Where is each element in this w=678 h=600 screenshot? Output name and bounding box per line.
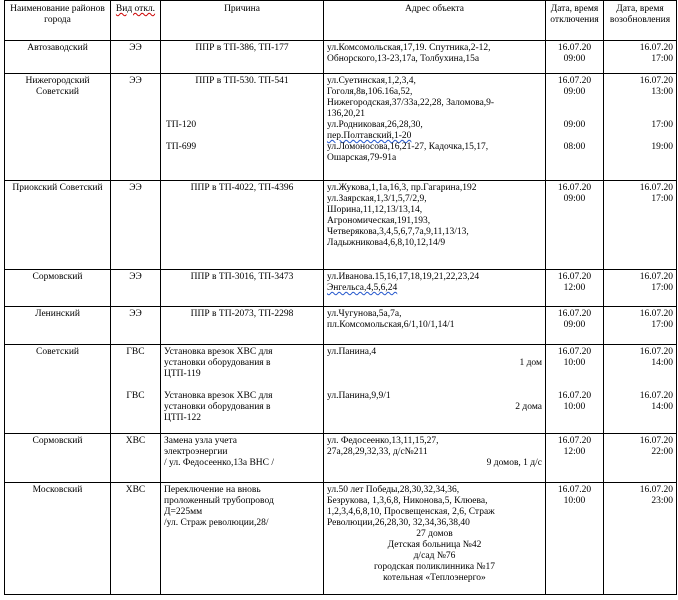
table-row	[5, 270, 677, 307]
type-cell: ЭЭ	[111, 307, 161, 345]
off-cell: 16.07.20 10:00 16.07.20 10:00	[546, 345, 604, 434]
on-cell: 16.07.20 17:00	[604, 307, 677, 345]
header-type: Вид откл.	[111, 1, 161, 41]
header-reason: Причина	[161, 1, 324, 41]
on-cell: 16.07.20 17:00	[604, 41, 677, 74]
reason-cell: Установка врезок ХВС для установки оборудования в ЦТП-119 Установка врезок ХВС для установки оборудования в ЦТП-122	[161, 345, 324, 434]
type-cell: ХВС	[111, 434, 161, 483]
table-row	[5, 483, 677, 595]
reason-cell: ППР в ТП-3016, ТП-3473	[161, 270, 324, 307]
reason-cell: ППР в ТП-386, ТП-177	[161, 41, 324, 74]
off-cell: 16.07.20 10:00	[546, 483, 604, 595]
off-cell: 16.07.20 09:00 09:00 08:00	[546, 74, 604, 181]
address-cell: ул.Комсомольская,17,19. Спутника,2-12, Обнорского,13-23,17а, Толбухина,15а	[324, 41, 546, 74]
district-cell: Автозаводский	[5, 41, 111, 74]
on-cell: 16.07.20 17:00	[604, 181, 677, 270]
off-cell: 16.07.20 09:00	[546, 307, 604, 345]
off-cell: 16.07.20 12:00	[546, 434, 604, 483]
on-cell: 16.07.20 22:00	[604, 434, 677, 483]
address-cell: ул.Суетинская,1,2,3,4, Гоголя,8в,106.16а,52, Нижегородская,37/33а,22,28, Заломова,9- 136,20,21 ул.Родниковая,26,28,30, пер.Полтавский,1-20 ул.Ломоносова,16,21-27, Кадочка,15,17, Ошарская,79-91а	[324, 74, 546, 181]
district-cell: Сормовский	[5, 270, 111, 307]
on-cell: 16.07.20 13:00 17:00 19:00	[604, 74, 677, 181]
table-row	[5, 345, 677, 434]
type-cell: ГВС ГВС	[111, 345, 161, 434]
address-cell: ул.Иванова.15,16,17,18,19,21,22,23,24 Энгельса,4,5,6,24	[324, 270, 546, 307]
address-cell: ул.Чугунова,5а,7а, пл.Комсомольская,6/1,10/1,14/1	[324, 307, 546, 345]
reason-cell: Замена узла учета электроэнергии / ул. Федосеенко,13а ВНС /	[161, 434, 324, 483]
type-cell: ЭЭ	[111, 74, 161, 181]
header-address: Адрес объекта	[324, 1, 546, 41]
district-cell: Ленинский	[5, 307, 111, 345]
type-cell: ЭЭ	[111, 181, 161, 270]
type-cell: ЭЭ	[111, 270, 161, 307]
table-row	[5, 181, 677, 270]
on-cell: 16.07.20 17:00	[604, 270, 677, 307]
district-cell: Московский	[5, 483, 111, 595]
address-cell: ул.Жукова,1,1а,16,3, пр.Гагарина,192 ул.Заярская,1,3/1,5,7/2,9, Шорина,11,12,13/13,14, Агрономическая,191,193, Четверякова,3,4,5,6,7,7а,9,11,13/13, Ладыжникова4,6,8,10,12,14/9	[324, 181, 546, 270]
off-cell: 16.07.20 09:00	[546, 41, 604, 74]
outage-table	[4, 0, 677, 595]
type-cell: ХВС	[111, 483, 161, 595]
reason-cell: ППР в ТП-530. ТП-541 ТП-120 ТП-699	[161, 74, 324, 181]
off-cell: 16.07.20 09:00	[546, 181, 604, 270]
district-cell: Нижегородский Советский	[5, 74, 111, 181]
district-cell: Советский	[5, 345, 111, 434]
district-cell: Сормовский	[5, 434, 111, 483]
reason-cell: Переключение на вновь проложенный трубопровод Д=225мм /ул. Страж революции,28/	[161, 483, 324, 595]
on-cell: 16.07.20 14:00 16.07.20 14:00	[604, 345, 677, 434]
table-row	[5, 74, 677, 181]
header-district: Наименование районов города	[5, 1, 111, 41]
header-off: Дата, время отключения	[546, 1, 604, 41]
address-cell: ул. Федосеенко,13,11,15,27, 27а,28,29,32,33, д/с№211 9 домов, 1 д/с	[324, 434, 546, 483]
reason-cell: ППР в ТП-4022, ТП-4396	[161, 181, 324, 270]
table-row	[5, 41, 677, 74]
type-cell: ЭЭ	[111, 41, 161, 74]
address-cell: ул.50 лет Победы,28,30,32,34,36, Безрукова, 1,3,6,8, Никонова,5, Клюева, 1,2,3,4,6,8,10, Просвещенская, 2,6, Страж Революции,26,28,30, 32,34,36,38,40 27 домов Детская больница №42 д/сад №76 городская поликлинника №17 котельная «Теплоэнерго»	[324, 483, 546, 595]
table-header-row	[5, 1, 677, 41]
district-cell: Приокский Советский	[5, 181, 111, 270]
address-cell: ул.Панина,4 1 дом ул.Панина,9,9/1 2 дома	[324, 345, 546, 434]
table-row	[5, 434, 677, 483]
header-on: Дата, время возобновления	[604, 1, 677, 41]
on-cell: 16.07.20 23:00	[604, 483, 677, 595]
off-cell: 16.07.20 12:00	[546, 270, 604, 307]
table-row	[5, 307, 677, 345]
reason-cell: ППР в ТП-2073, ТП-2298	[161, 307, 324, 345]
